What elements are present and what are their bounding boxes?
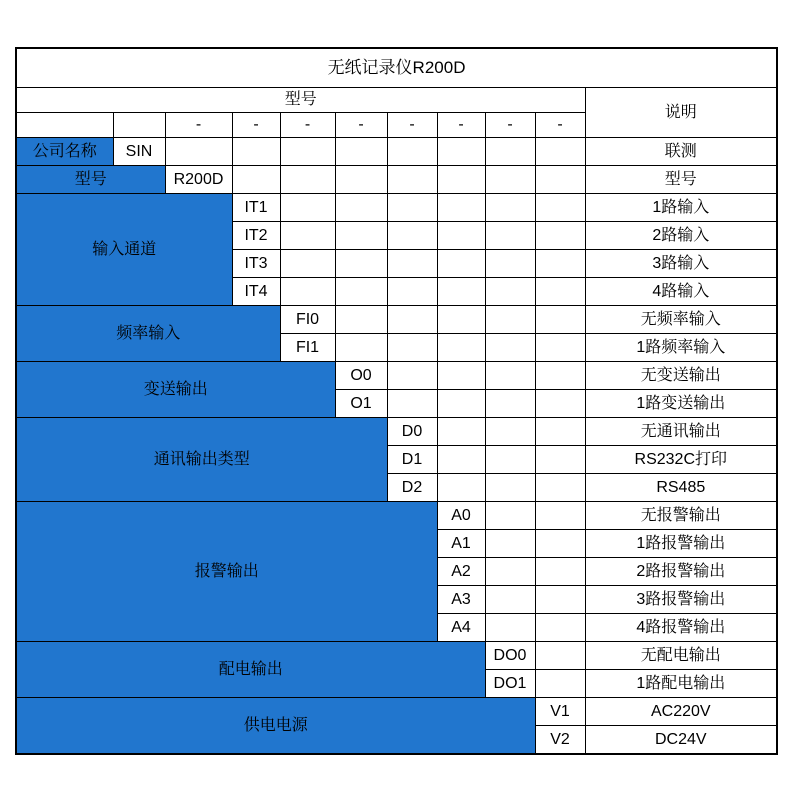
empty-cell (280, 138, 335, 166)
empty-cell (485, 306, 535, 334)
empty-cell (485, 138, 535, 166)
category-cell-input-channels: 输入通道 (16, 194, 232, 306)
empty-cell (535, 418, 585, 446)
code-cell: D1 (387, 446, 437, 474)
empty-cell (387, 306, 437, 334)
empty-cell (485, 278, 535, 306)
empty-cell (335, 194, 387, 222)
description-cell: 1路输入 (585, 194, 777, 222)
description-cell: 无配电输出 (585, 642, 777, 670)
code-cell: O1 (335, 390, 387, 418)
code-cell: FI0 (280, 306, 335, 334)
table-row (16, 418, 777, 446)
description-cell: 联测 (585, 138, 777, 166)
empty-cell (485, 614, 535, 642)
empty-cell (335, 138, 387, 166)
empty-cell (232, 166, 280, 194)
description-cell: DC24V (585, 726, 777, 755)
category-cell-transmit-output: 变送输出 (16, 362, 335, 418)
description-cell: 无变送输出 (585, 362, 777, 390)
empty-cell (535, 362, 585, 390)
description-cell: 4路输入 (585, 278, 777, 306)
code-cell: D0 (387, 418, 437, 446)
empty-cell (437, 278, 485, 306)
code-cell: A1 (437, 530, 485, 558)
empty-cell (280, 194, 335, 222)
empty-cell (16, 113, 113, 138)
model-header-cell: 型号 (16, 88, 585, 113)
description-cell: 1路配电输出 (585, 670, 777, 698)
category-cell-alarm-output: 报警输出 (16, 502, 437, 642)
dash-cell: - (280, 113, 335, 138)
description-cell: 1路报警输出 (585, 530, 777, 558)
code-cell: R200D (165, 166, 232, 194)
code-cell: V2 (535, 726, 585, 755)
table-row (16, 138, 777, 166)
description-cell: 无报警输出 (585, 502, 777, 530)
code-cell: V1 (535, 698, 585, 726)
empty-cell (437, 390, 485, 418)
description-cell: 4路报警输出 (585, 614, 777, 642)
empty-cell (535, 586, 585, 614)
code-cell: IT4 (232, 278, 280, 306)
category-cell-company: 公司名称 (16, 138, 113, 166)
empty-cell (280, 222, 335, 250)
empty-cell (437, 362, 485, 390)
empty-cell (387, 138, 437, 166)
empty-cell (437, 250, 485, 278)
code-cell: SIN (113, 138, 165, 166)
dash-cell: - (387, 113, 437, 138)
page-title: 无纸记录仪R200D (16, 48, 777, 88)
empty-cell (485, 474, 535, 502)
empty-cell (485, 558, 535, 586)
code-cell: O0 (335, 362, 387, 390)
description-cell: 3路报警输出 (585, 586, 777, 614)
table-row (16, 48, 777, 88)
description-cell: 无通讯输出 (585, 418, 777, 446)
description-cell: RS232C打印 (585, 446, 777, 474)
table-row (16, 194, 777, 222)
category-cell-model: 型号 (16, 166, 165, 194)
empty-cell (437, 138, 485, 166)
empty-cell (535, 138, 585, 166)
description-cell: 2路输入 (585, 222, 777, 250)
description-cell: 型号 (585, 166, 777, 194)
table-row (16, 502, 777, 530)
empty-cell (437, 166, 485, 194)
model-selection-table (15, 47, 778, 755)
empty-cell (335, 334, 387, 362)
category-cell-power-supply: 供电电源 (16, 698, 535, 755)
description-cell: 无频率输入 (585, 306, 777, 334)
empty-cell (535, 166, 585, 194)
empty-cell (280, 250, 335, 278)
dash-cell: - (437, 113, 485, 138)
empty-cell (535, 250, 585, 278)
empty-cell (387, 194, 437, 222)
empty-cell (437, 446, 485, 474)
empty-cell (485, 362, 535, 390)
description-cell: AC220V (585, 698, 777, 726)
dash-cell: - (535, 113, 585, 138)
empty-cell (535, 614, 585, 642)
empty-cell (335, 250, 387, 278)
empty-cell (535, 390, 585, 418)
empty-cell (165, 138, 232, 166)
description-cell: 1路变送输出 (585, 390, 777, 418)
empty-cell (535, 278, 585, 306)
table-row (16, 642, 777, 670)
code-cell: FI1 (280, 334, 335, 362)
empty-cell (535, 502, 585, 530)
empty-cell (387, 334, 437, 362)
table-row (16, 306, 777, 334)
dash-cell: - (165, 113, 232, 138)
code-cell: A0 (437, 502, 485, 530)
empty-cell (535, 222, 585, 250)
empty-cell (485, 166, 535, 194)
empty-cell (335, 306, 387, 334)
table-row (16, 698, 777, 726)
empty-cell (485, 194, 535, 222)
description-cell: 1路频率输入 (585, 334, 777, 362)
dash-cell: - (485, 113, 535, 138)
empty-cell (485, 502, 535, 530)
empty-cell (387, 390, 437, 418)
category-cell-comm-output-type: 通讯输出类型 (16, 418, 387, 502)
dash-cell: - (335, 113, 387, 138)
empty-cell (335, 278, 387, 306)
empty-cell (437, 306, 485, 334)
empty-cell (485, 446, 535, 474)
empty-cell (387, 278, 437, 306)
description-cell: RS485 (585, 474, 777, 502)
empty-cell (280, 166, 335, 194)
empty-cell (437, 418, 485, 446)
empty-cell (485, 250, 535, 278)
table-row (16, 166, 777, 194)
empty-cell (485, 390, 535, 418)
empty-cell (387, 362, 437, 390)
empty-cell (535, 194, 585, 222)
code-cell: IT2 (232, 222, 280, 250)
code-cell: IT1 (232, 194, 280, 222)
category-cell-power-dist-output: 配电输出 (16, 642, 485, 698)
empty-cell (437, 222, 485, 250)
empty-cell (387, 250, 437, 278)
code-cell: DO0 (485, 642, 535, 670)
empty-cell (437, 194, 485, 222)
empty-cell (113, 113, 165, 138)
code-cell: IT3 (232, 250, 280, 278)
category-cell-frequency-input: 频率输入 (16, 306, 280, 362)
code-cell: A4 (437, 614, 485, 642)
empty-cell (535, 446, 585, 474)
empty-cell (535, 530, 585, 558)
dash-cell: - (232, 113, 280, 138)
table-row (16, 88, 777, 113)
empty-cell (280, 278, 335, 306)
empty-cell (485, 222, 535, 250)
empty-cell (485, 530, 535, 558)
code-cell: DO1 (485, 670, 535, 698)
empty-cell (485, 334, 535, 362)
empty-cell (535, 306, 585, 334)
empty-cell (437, 474, 485, 502)
empty-cell (485, 418, 535, 446)
description-cell: 3路输入 (585, 250, 777, 278)
empty-cell (437, 334, 485, 362)
code-cell: D2 (387, 474, 437, 502)
empty-cell (535, 334, 585, 362)
empty-cell (535, 558, 585, 586)
empty-cell (387, 166, 437, 194)
empty-cell (535, 642, 585, 670)
empty-cell (232, 138, 280, 166)
empty-cell (535, 474, 585, 502)
description-header-cell: 说明 (585, 88, 777, 138)
description-cell: 2路报警输出 (585, 558, 777, 586)
empty-cell (485, 586, 535, 614)
code-cell: A2 (437, 558, 485, 586)
code-cell: A3 (437, 586, 485, 614)
empty-cell (387, 222, 437, 250)
empty-cell (335, 166, 387, 194)
empty-cell (335, 222, 387, 250)
empty-cell (535, 670, 585, 698)
table-row (16, 362, 777, 390)
